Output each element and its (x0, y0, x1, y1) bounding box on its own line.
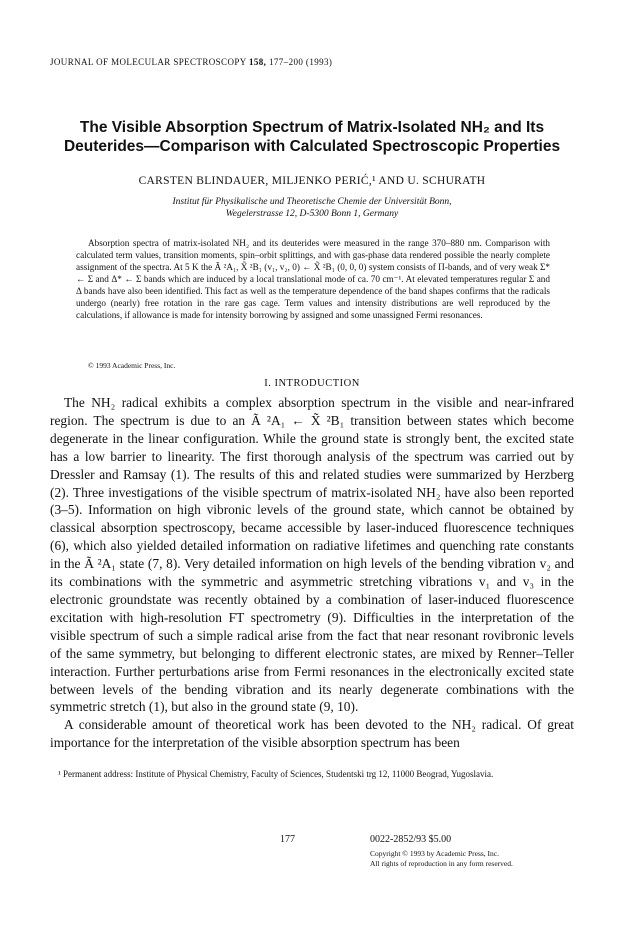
copyright-notice: © 1993 Academic Press, Inc. (88, 361, 176, 370)
abstract (76, 237, 550, 321)
body-text (50, 394, 574, 752)
paragraph: A considerable amount of theoretical work has been devoted to the NH₂ radical. Of great importance for the interpretation of the visible absorption spectrum has been (50, 717, 574, 751)
section-heading: I. INTRODUCTION (264, 378, 360, 389)
rights-line: All rights of reproduction in any form reserved. (370, 859, 513, 868)
page-range-year: 177–200 (1993) (268, 57, 333, 67)
footnote-text: ¹ Permanent address: Institute of Physical Chemistry, Faculty of Sciences, Studentski trg 12, 11000 Beograd, Yugoslavia. (58, 769, 494, 779)
footnote (50, 768, 574, 780)
affiliation-line: Institut für Physikalische und Theoretische Chemie der Universität Bonn, (172, 197, 452, 207)
paragraph: The NH₂ radical exhibits a complex absorption spectrum in the visible and near-infrared region. The spectrum is due to an Ã ²A₁ ← X̃ ²B₁ transition between states which become degenerate in the linear configuration. While the ground state is strongly bent, the excited state has a low barrier to linearity. The first thorough analysis of the spectrum was carried out by Dressler and Ramsay (1). The results of this and related studies were summarized by Herzberg (2). Three investigations of the visible spectrum of matrix-isolated NH₂ have also been reported (3–5). Information on high vibronic levels of the ground state, which cannot be obtained by classical absorption spectroscopy, became accessible by laser-induced fluorescence techniques (6), which also yielded detailed information on radiative lifetimes and quenching rate constants in the Ã ²A₁ state (7, 8). Very detailed information on high levels of the bending vibration v₂ and its combinations with the symmetric and asymmetric stretching vibrations v₁ and v₃ in the electronic groundstate was recently obtained by a combination of laser-induced fluorescence excitation with high-resolution FT spectrometry (9). Difficulties in the interpretation of the visible spectrum of such a simple radical arise from the fact that near resonant rovibronic levels of the same symmetry, but belonging to different electronic states, are mixed by Renner–Teller interaction. Further perturbations arise from Fermi resonances in the electronically excited state between levels of the bending vibration and its nearly degenerate combinations with the symmetric stretch (1), but also in the ground state (9, 10). (50, 395, 574, 715)
running-header (50, 57, 332, 67)
title-line: The Visible Absorption Spectrum of Matrix-Isolated NH₂ and Its (79, 119, 545, 136)
page-number: 177 (280, 834, 295, 845)
affiliation-line: Wegelerstrasse 12, D-5300 Bonn 1, Germany (225, 209, 399, 219)
affiliation (40, 196, 584, 220)
issn-price: 0022-2852/93 $5.00 (370, 834, 452, 845)
abstract-text: Absorption spectra of matrix-isolated NH₂ and its deuterides were measured in the range 370–880 nm. Comparison with calculated term values, transition moments, spin–orbit splittings, and with gas-phase data rendered possible the nearly complete assignment of the spectra. At 5 K the Ã ²A₁, X̃ ²B₁ (v₁, v₂, 0) ← X̃ ²B₁ (0, 0, 0) system consists of Π-bands, and of very weak Σ* ← Σ and Δ* ← Σ bands which are induced by a local translational mode of ca. 70 cm⁻¹. At elevated temperatures regular Σ and Δ bands have also been identified. This fact as well as the temperature dependence of the band shapes confirms that the radicals undergo (nearly) free rotation in the rare gas cage. Term values and intensity distributions are well reproduced by the calculations, if allowance is made for intensity borrowing by assigned and some unassigned Fermi resonances. (76, 238, 550, 320)
rights-line: Copyright © 1993 by Academic Press, Inc. (370, 849, 500, 858)
paper-title (40, 118, 584, 156)
title-line: Deuterides—Comparison with Calculated Spectroscopic Properties (63, 138, 561, 155)
rights-notice (370, 849, 513, 869)
author-list: CARSTEN BLINDAUER, MILJENKO PERIĆ,¹ AND U. SCHURATH (138, 175, 486, 187)
volume-number: 158, (248, 57, 267, 67)
journal-name: JOURNAL OF MOLECULAR SPECTROSCOPY (50, 57, 247, 67)
